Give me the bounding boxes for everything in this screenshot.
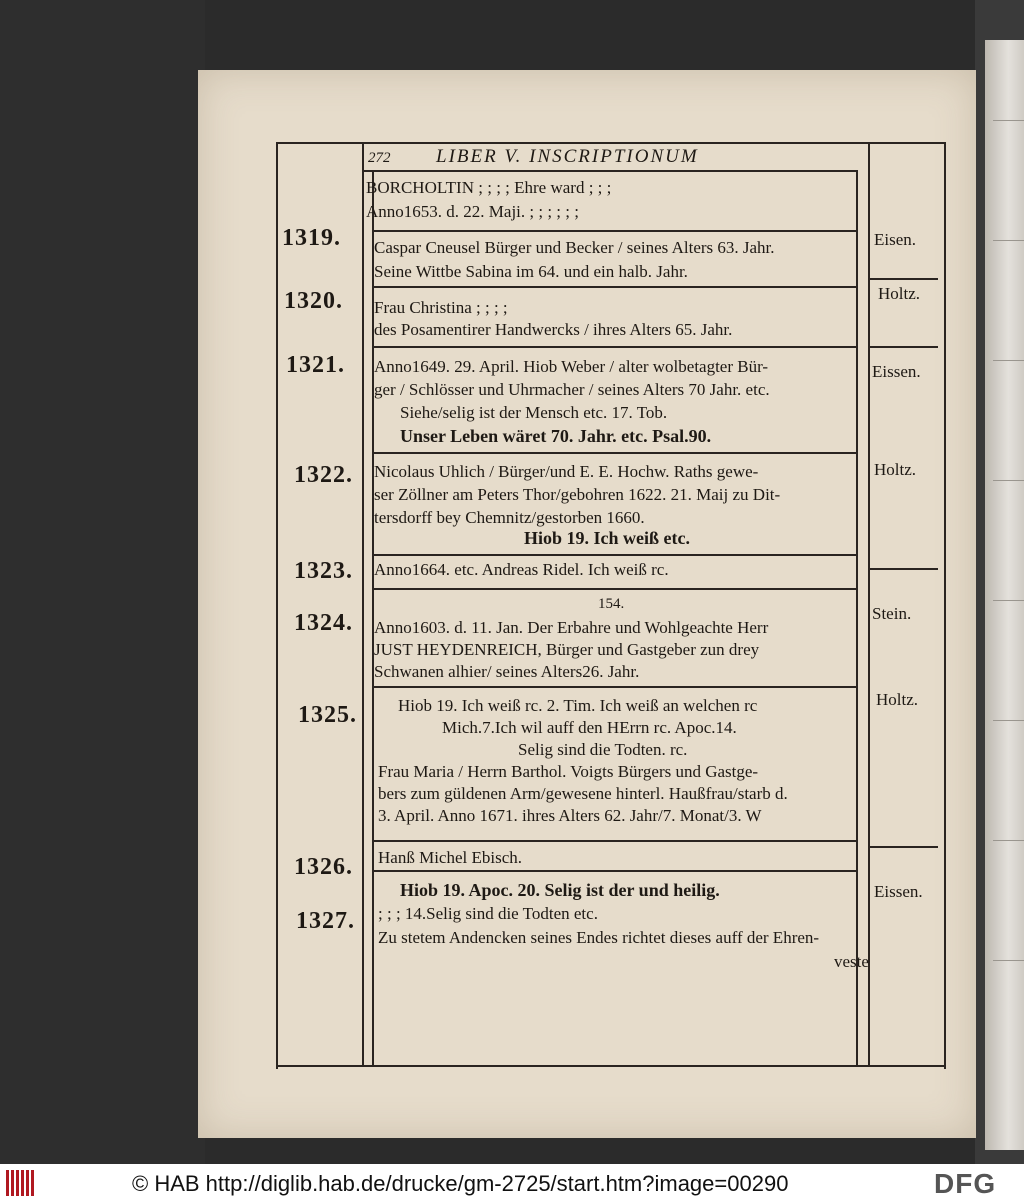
entry-number: 1323. <box>294 558 353 584</box>
background-left <box>0 0 205 1164</box>
entry-material: Holtz. <box>876 690 919 709</box>
entry-material: Holtz. <box>874 460 917 479</box>
entry-line: Hiob 19. Ich weiß rc. 2. Tim. Ich weiß an welchen rc <box>398 696 758 715</box>
entry-material: Eissen. <box>874 882 923 901</box>
hab-logo-icon <box>6 1170 46 1198</box>
entry-material: Holtz. <box>878 284 921 303</box>
entry-number: 1324. <box>294 610 353 636</box>
entry-line: 3. April. Anno 1671. ihres Alters 62. Jahr/7. Monat/3. W <box>378 806 762 825</box>
entry-line: des Posamentirer Handwercks / ihres Alters 65. Jahr. <box>374 320 733 339</box>
entry-number: 1325. <box>298 702 357 728</box>
entry-line: Nicolaus Uhlich / Bürger/und E. E. Hochw. Raths gewe- <box>374 462 759 481</box>
page-title: LIBER V. INSCRIPTIONUM <box>436 146 699 167</box>
entry-line: Hiob 19. Ich weiß etc. <box>524 528 690 548</box>
entry-line: Siehe/selig ist der Mensch etc. 17. Tob. <box>400 403 668 422</box>
entry-line: ger / Schlösser und Uhrmacher / seines Alters 70 Jahr. etc. <box>374 380 770 399</box>
entry-line: Caspar Cneusel Bürger und Becker / seines Alters 63. Jahr. <box>374 238 775 257</box>
entry-line: Hiob 19. Apoc. 20. Selig ist der und heilig. <box>400 880 720 900</box>
page-number: 272 <box>368 150 391 166</box>
entry-number: 1326. <box>294 854 353 880</box>
entry-line: Mich.7.Ich wil auff den HErrn rc. Apoc.14. <box>442 718 737 737</box>
entry-line: ; ; ; 14.Selig sind die Todten etc. <box>378 904 598 923</box>
entry-line: Anno1649. 29. April. Hiob Weber / alter wolbetagter Bür- <box>374 357 769 376</box>
entry-line: bers zum güldenen Arm/gewesene hinterl. Haußfrau/starb d. <box>378 784 788 803</box>
entry-line: JUST HEYDENREICH, Bürger und Gastgeber zun drey <box>374 640 760 659</box>
entry-number: 1327. <box>296 908 355 934</box>
entry-line: veste <box>834 952 869 971</box>
entry-line: tersdorff bey Chemnitz/gestorben 1660. <box>374 508 645 527</box>
book-page <box>198 70 976 1138</box>
next-page-edge <box>985 40 1024 1150</box>
entry-number: 1319. <box>282 225 341 251</box>
entry-line: Schwanen alhier/ seines Alters26. Jahr. <box>374 662 640 681</box>
entry-material: Eisen. <box>874 230 917 249</box>
entry-line: ser Zöllner am Peters Thor/gebohren 1622. 21. Maij zu Dit- <box>374 485 781 504</box>
entry-line: 154. <box>598 596 625 612</box>
entry-number: 1321. <box>286 352 345 378</box>
footer-bar <box>0 1164 1024 1204</box>
entry-line: Zu stetem Andencken seines Endes richtet dieses auff der Ehren- <box>378 928 820 947</box>
entry-number: 1322. <box>294 462 353 488</box>
entry-line: Anno1603. d. 11. Jan. Der Erbahre und Wohlgeachte Herr <box>374 618 769 637</box>
entry-number: 1320. <box>284 288 343 314</box>
entry-line: Frau Christina ; ; ; ; <box>374 298 508 317</box>
entry-line: Frau Maria / Herrn Barthol. Voigts Bürgers und Gastge- <box>378 762 759 781</box>
entry-line: BORCHOLTIN ; ; ; ; Ehre ward ; ; ; <box>366 178 612 197</box>
entry-line: Unser Leben wäret 70. Jahr. etc. Psal.90. <box>400 426 712 446</box>
entry-line: Selig sind die Todten. rc. <box>518 740 688 759</box>
entry-line: Anno1664. etc. Andreas Ridel. Ich weiß rc. <box>374 560 669 579</box>
entry-line: Hanß Michel Ebisch. <box>378 848 522 867</box>
entry-material: Stein. <box>872 604 912 623</box>
entry-line: Anno1653. d. 22. Maji. ; ; ; ; ; ; <box>366 202 579 221</box>
entry-material: Eissen. <box>872 362 921 381</box>
entry-line: Seine Wittbe Sabina im 64. und ein halb. Jahr. <box>374 262 688 281</box>
source-link[interactable]: © HAB http://diglib.hab.de/drucke/gm-2725/start.htm?image=00290 <box>132 1171 789 1196</box>
dfg-logo: DFG <box>934 1168 997 1199</box>
